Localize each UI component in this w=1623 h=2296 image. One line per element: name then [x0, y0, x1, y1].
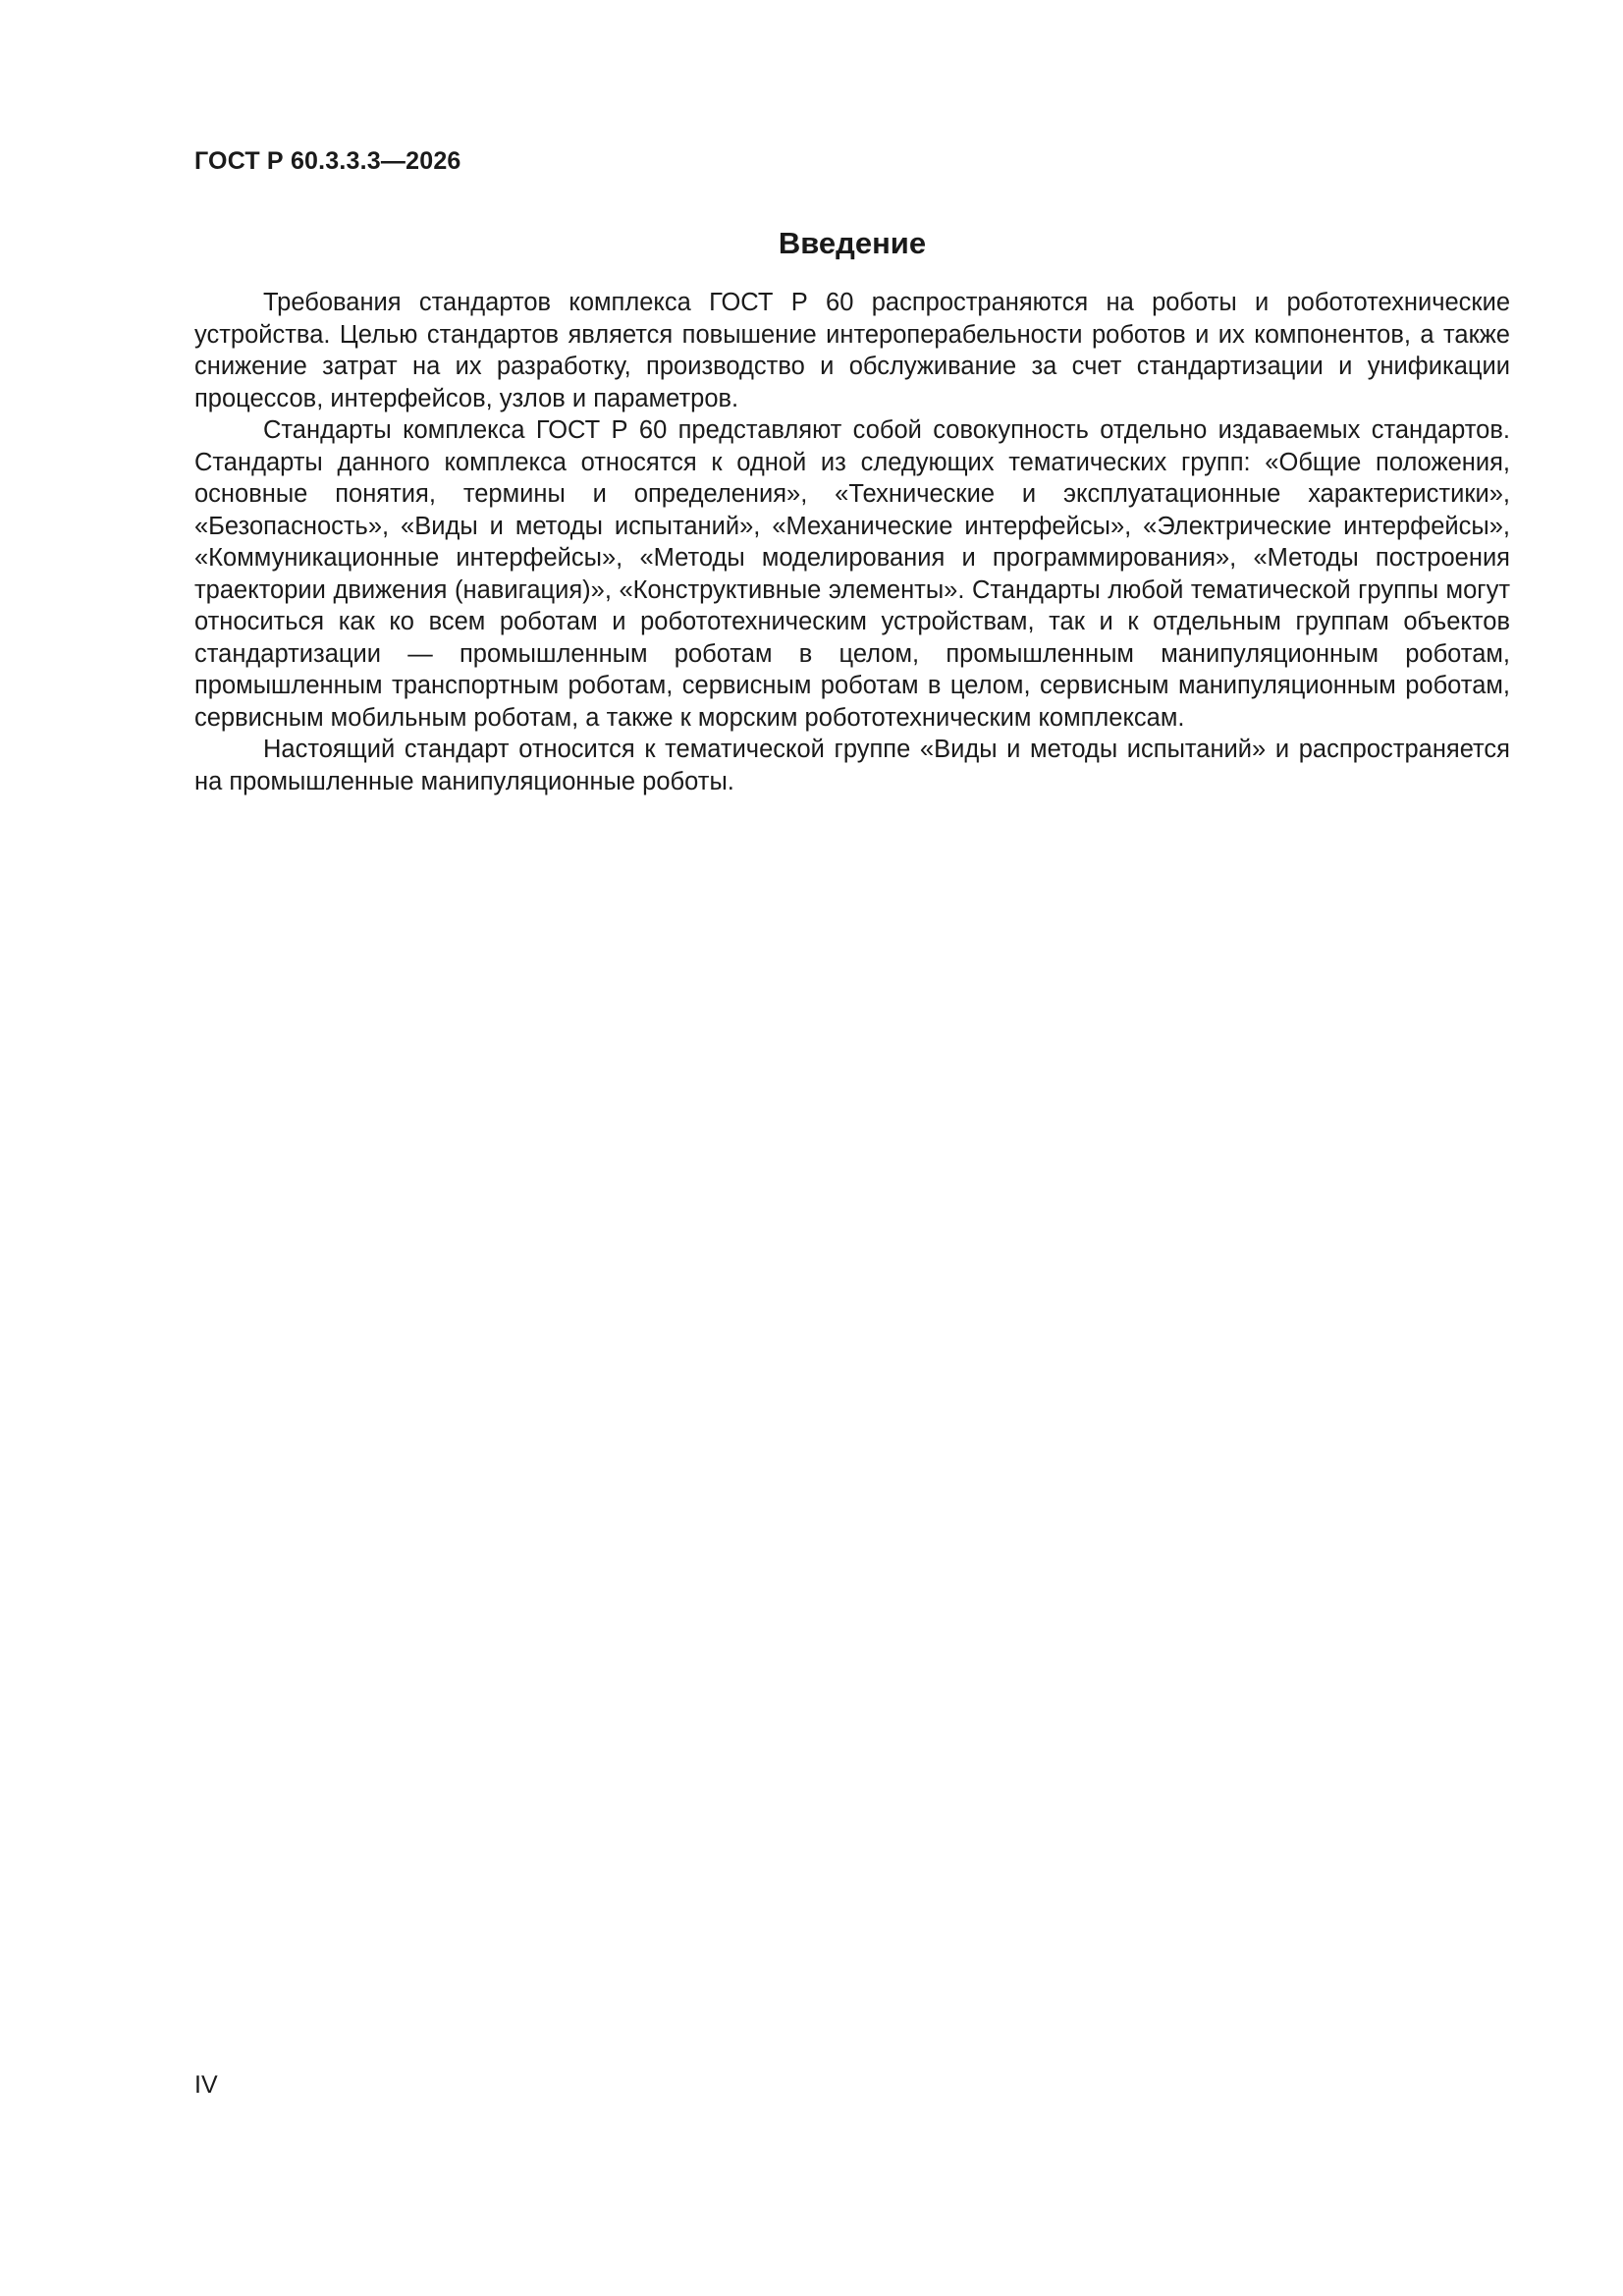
- paragraph-3: Настоящий стандарт относится к тематической группе «Виды и методы испытаний» и распространяется на промышленные манипуляционные роботы.: [194, 736, 1510, 795]
- paragraph-2: Стандарты комплекса ГОСТ Р 60 представляют собой совокупность отдельно издаваемых стандартов. Стандарты данного комплекса относятся к одной из следующих тематических групп: «Общие положения, основные понятия, термины и определения», «Технические и эксплуатационные характеристики», «Безопасность», «Виды и методы испытаний», «Механические интерфейсы», «Электрические интерфейсы», «Коммуникационные интерфейсы», «Методы моделирования и программирования», «Методы построения траектории движения (навигация)», «Конструктивные элементы». Стандарты любой тематической группы могут относиться как ко всем роботам и робототехническим устройствам, так и к отдельным группам объектов стандартизации — промышленным роботам в целом, промышленным манипуляционным роботам, промышленным транспортным роботам, сервисным роботам в целом, сервисным манипуляционным роботам, сервисным мобильным роботам, а также к морским робототехническим комплексам.: [194, 416, 1510, 732]
- introduction-body: [194, 287, 1510, 797]
- section-title: Введение: [778, 226, 927, 260]
- paragraph-1: Требования стандартов комплекса ГОСТ Р 60 распространяются на роботы и робототехнические устройства. Целью стандартов является повышение интероперабельности роботов и их компонентов, а также снижение затрат на их разработку, производство и обслуживание за счет стандартизации и унификации процессов, интерфейсов, узлов и параметров.: [194, 289, 1510, 412]
- document-designation: ГОСТ Р 60.3.3.3—2026: [194, 147, 461, 175]
- page-number: IV: [194, 2071, 218, 2099]
